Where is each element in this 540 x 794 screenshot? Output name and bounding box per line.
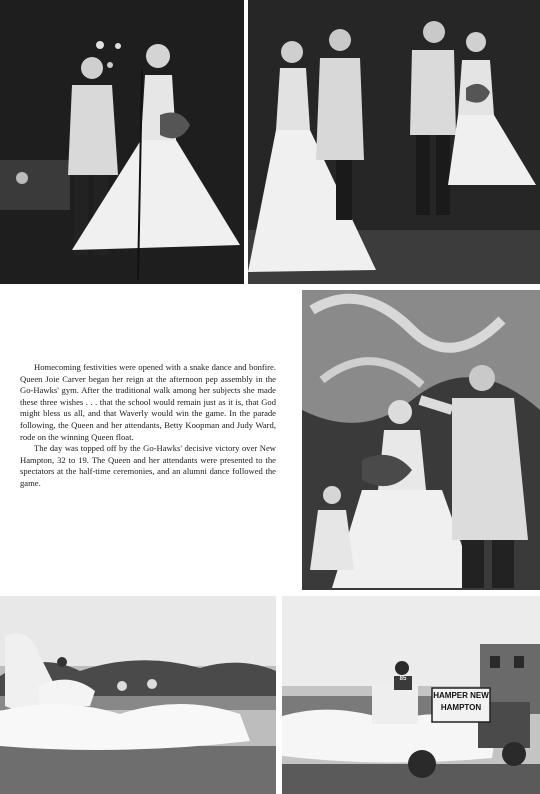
caption-paragraph-2: The day was topped off by the Go-Hawks' decisive victory over New Hampton, 32 to 19. The Queen and her attendants were presented to the spectators at the half-time ceremonies, and an alumni dance followed the game. xyxy=(20,443,276,488)
jersey-number: 85 xyxy=(399,676,407,682)
truck-sign: HAMPER NEW HAMPTON xyxy=(433,691,489,712)
photo-two-couples xyxy=(248,0,540,284)
caption-text xyxy=(20,362,276,490)
photo-queen-float xyxy=(0,596,276,794)
photo-crowning xyxy=(302,290,540,590)
photo-queen-microphone xyxy=(0,0,244,284)
photo-truck-float xyxy=(282,596,540,794)
caption-paragraph-1: Homecoming festivities were opened with a snake dance and bonfire. Queen Joie Carver began her reign at the afternoon pep assembly in the Go-Hawks' gym. After the traditional walk among her subjects she made these three wishes . . . that the school would remain just as it is, that God might bless us all, and that Waverly would win the game. In the parade following, the Queen and her attendants, Betty Koopman and Judy Ward, rode on the winning Queen float. xyxy=(20,362,276,442)
